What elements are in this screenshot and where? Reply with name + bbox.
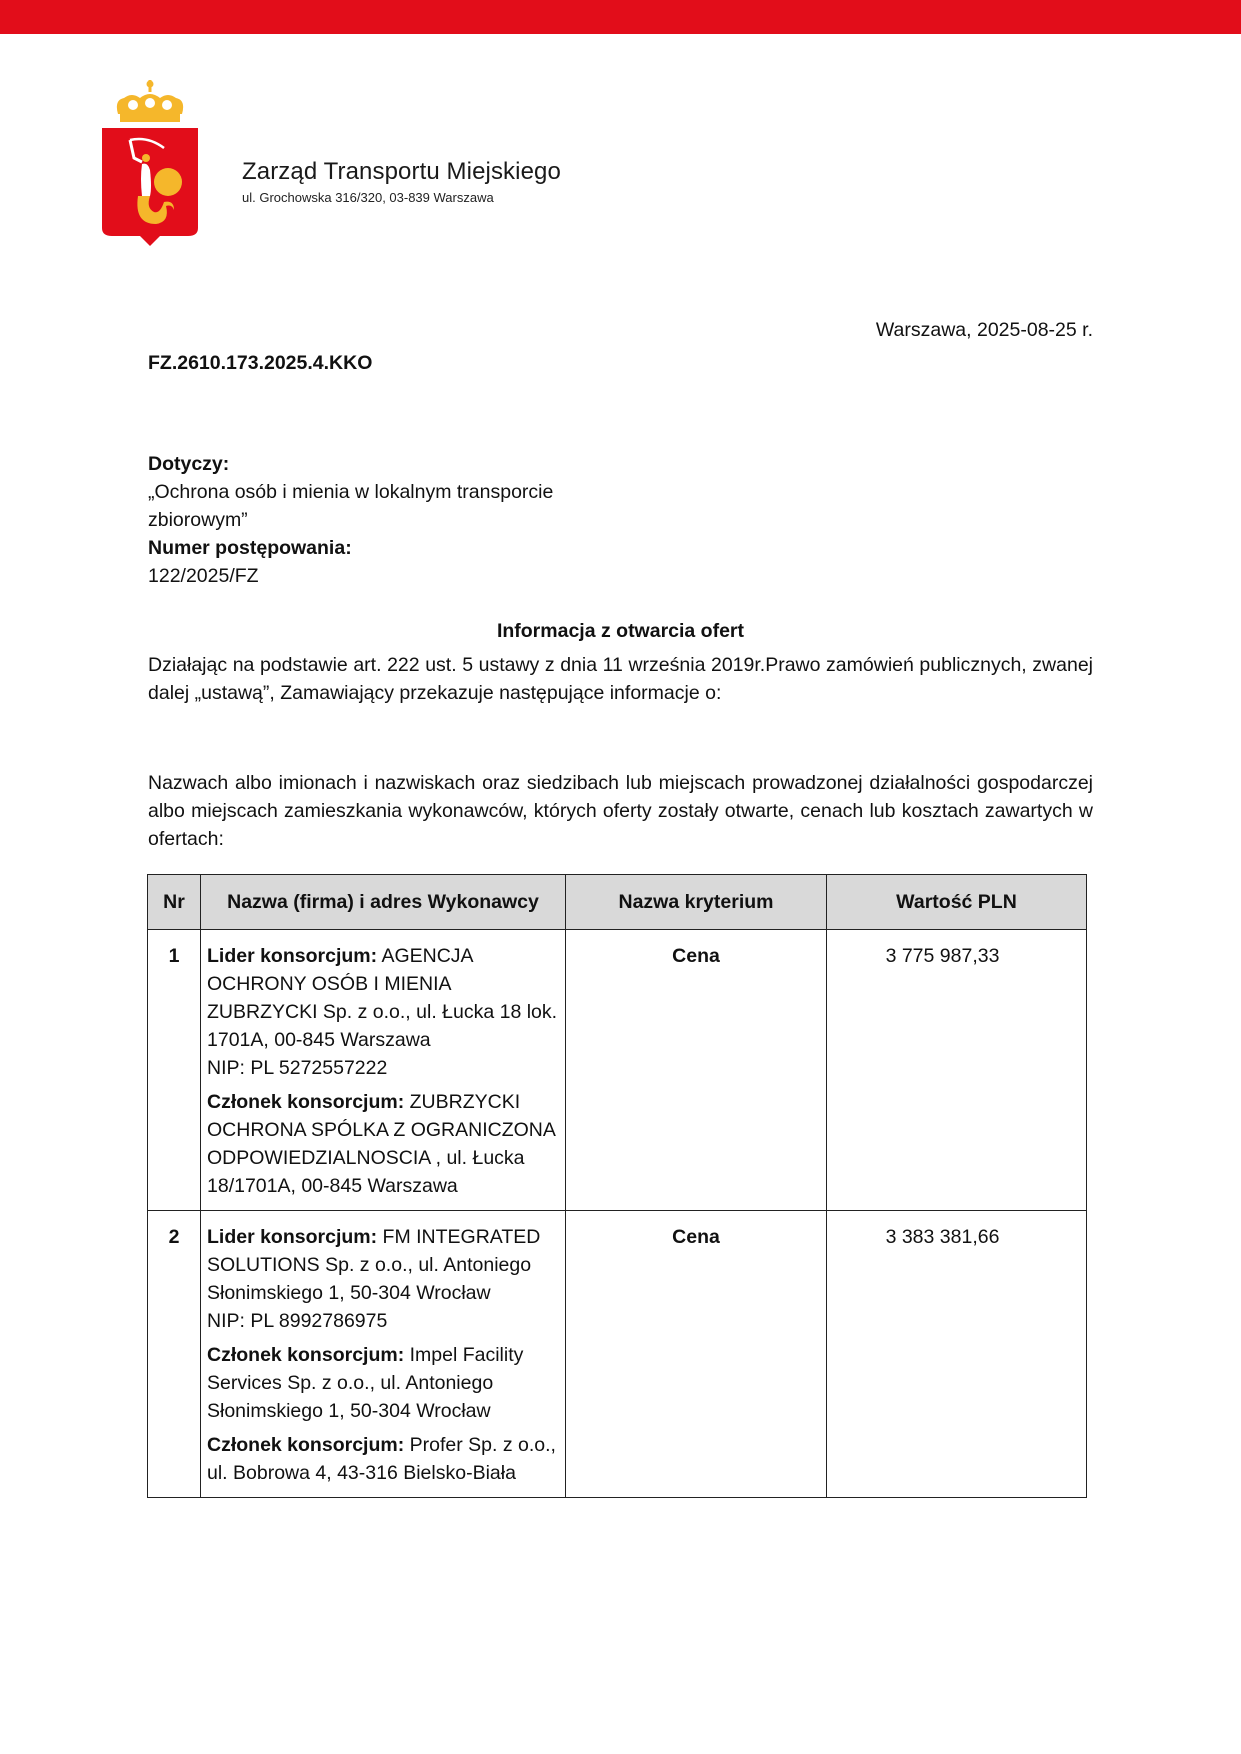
contractor-cell <box>201 1211 566 1498</box>
consortium-leader <box>207 942 559 1082</box>
proceeding-label: Numer postępowania: <box>148 537 352 559</box>
consortium-member <box>207 1431 559 1487</box>
table-row <box>148 1211 1087 1498</box>
entity-details: Profer Sp. z o.o., ul. Bobrowa 4, 43-316 Bielsko-Biała <box>207 1434 556 1484</box>
row-number: 2 <box>148 1211 201 1498</box>
role-label: Lider konsorcjum: <box>207 945 378 967</box>
offer-value: 3 775 987,33 <box>885 945 1000 967</box>
criterion-cell: Cena <box>566 930 827 1211</box>
value-cell <box>827 1211 1087 1498</box>
offer-value: 3 383 381,66 <box>885 1226 1000 1248</box>
proceeding-value: 122/2025/FZ <box>148 565 259 587</box>
info-paragraph: Nazwach albo imionach i nazwiskach oraz siedzibach lub miejscach prowadzonej działalności gospodarczej albo miejscach zamieszkania wykonawców, których oferty zostały otwarte, cenach lub kosztach zawartych w ofertach: <box>148 772 1093 850</box>
column-header-criterion: Nazwa kryterium <box>566 875 827 930</box>
role-label: Członek konsorcjum: <box>207 1344 405 1366</box>
header-red-bar <box>0 0 1241 34</box>
organization-name: Zarząd Transportu Miejskiego <box>242 158 561 185</box>
organization-header <box>242 158 561 205</box>
criterion-cell: Cena <box>566 1211 827 1498</box>
entity-nip: NIP: PL 5272557222 <box>207 1057 388 1079</box>
role-label: Członek konsorcjum: <box>207 1091 405 1113</box>
column-header-contractor: Nazwa (firma) i adres Wykonawcy <box>201 875 566 930</box>
warsaw-coat-of-arms-icon <box>100 78 200 248</box>
intro-paragraph: Działając na podstawie art. 222 ust. 5 ustawy z dnia 11 września 2019r.Prawo zamówień publicznych, zwanej dalej „ustawą”, Zamawiający przekazuje następujące informacje o: <box>148 654 1093 704</box>
consortium-member <box>207 1341 559 1425</box>
table-row <box>148 930 1087 1211</box>
entity-details: FM INTEGRATED SOLUTIONS Sp. z o.o., ul. Antoniego Słonimskiego 1, 50-304 Wrocław <box>207 1226 541 1304</box>
offers-table <box>147 874 1087 1498</box>
entity-details: ZUBRZYCKI OCHRONA SPÓLKA Z OGRANICZONA ODPOWIEDZIALNOSCIA , ul. Łucka 18/1701A, 00-845 Warszawa <box>207 1091 555 1197</box>
row-number: 1 <box>148 930 201 1211</box>
role-label: Członek konsorcjum: <box>207 1434 405 1456</box>
contractor-cell <box>201 930 566 1211</box>
value-cell <box>827 930 1087 1211</box>
column-header-value: Wartość PLN <box>827 875 1087 930</box>
subject-block <box>148 450 648 590</box>
subject-label: Dotyczy: <box>148 453 230 475</box>
place-and-date: Warszawa, 2025-08-25 r. <box>875 319 1093 341</box>
reference-number: FZ.2610.173.2025.4.KKO <box>148 352 373 374</box>
entity-nip: NIP: PL 8992786975 <box>207 1310 388 1332</box>
entity-details: AGENCJA OCHRONY OSÓB I MIENIA ZUBRZYCKI Sp. z o.o., ul. Łucka 18 lok. 1701A, 00-845 Warszawa <box>207 945 558 1051</box>
organization-address: ul. Grochowska 316/320, 03-839 Warszawa <box>242 190 494 205</box>
column-header-nr: Nr <box>148 875 201 930</box>
consortium-member <box>207 1088 559 1200</box>
table-header-row <box>148 875 1087 930</box>
entity-details: Impel Facility Services Sp. z o.o., ul. Antoniego Słonimskiego 1, 50-304 Wrocław <box>207 1344 524 1422</box>
subject-value: „Ochrona osób i mienia w lokalnym transporcie zbiorowym” <box>148 481 554 531</box>
role-label: Lider konsorcjum: <box>207 1226 378 1248</box>
consortium-leader <box>207 1223 559 1335</box>
document-title: Informacja z otwarcia ofert <box>496 620 745 642</box>
